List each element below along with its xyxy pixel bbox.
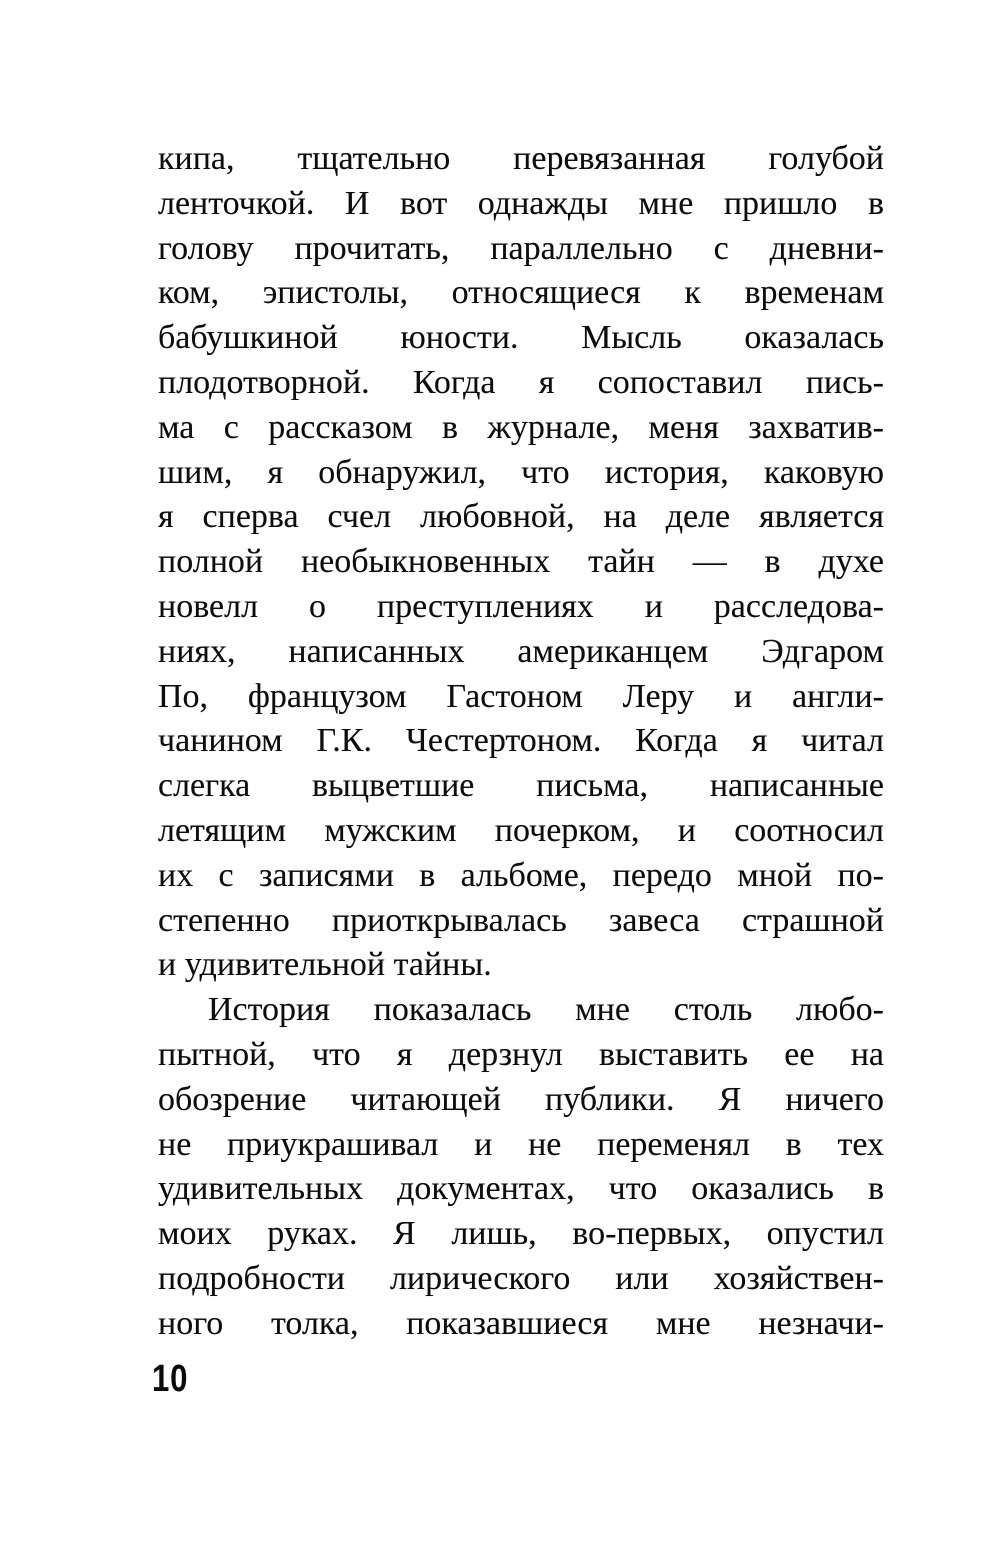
page-text (158, 137, 884, 1347)
text-line: кипа, тщательно перевязанная голубой (158, 140, 884, 177)
text-line: бабушкиной юности. Мысль оказалась (158, 319, 884, 357)
text-line: ленточкой. И вот однажды мне пришло в (158, 184, 884, 222)
text-line: чанином Г.К. Честертоном. Когда я читал (158, 722, 884, 760)
text-line: голову прочитать, параллельно с дневни- (158, 229, 884, 267)
text-line: плодотворной. Когда я сопоставил пись- (158, 363, 884, 401)
text-line: шим, я обнаружил, что история, каковую (158, 453, 884, 491)
text-line: степенно приоткрывалась завеса страшной (158, 901, 884, 939)
text-line: удивительных документах, что оказались в (158, 1170, 884, 1208)
page-number: 10 (152, 1358, 189, 1400)
text-line: и удивительной тайны. (158, 946, 492, 984)
text-line: ком, эпистолы, относящиеся к временам (158, 274, 884, 312)
text-line: их с записями в альбоме, передо мной по- (158, 856, 884, 894)
text-line: летящим мужским почерком, и соотносил (158, 811, 884, 849)
text-line: ниях, написанных американцем Эдгаром (158, 632, 884, 670)
text-line: не приукрашивал и не переменял в тех (158, 1125, 884, 1163)
text-line: моих руках. Я лишь, во-первых, опустил (158, 1215, 884, 1253)
text-line: ного толка, показавшиеся мне незначи- (158, 1304, 884, 1342)
text-line: я сперва счел любовной, на деле является (158, 498, 884, 536)
text-line: слегка выцветшие письма, написанные (158, 767, 884, 805)
text-line: История показалась мне столь любо- (208, 991, 884, 1029)
text-line: По, французом Гастоном Леру и англи- (158, 677, 884, 715)
text-line: пытной, что я дерзнул выставить ее на (158, 1035, 884, 1073)
text-line: полной необыкновенных тайн — в духе (158, 543, 884, 581)
text-line: подробности лирического или хозяйствен- (158, 1259, 884, 1297)
text-line: ма с рассказом в журнале, меня захватив- (158, 408, 884, 446)
text-line: новелл о преступлениях и расследова- (158, 587, 884, 625)
text-line: обозрение читающей публики. Я ничего (158, 1080, 884, 1118)
